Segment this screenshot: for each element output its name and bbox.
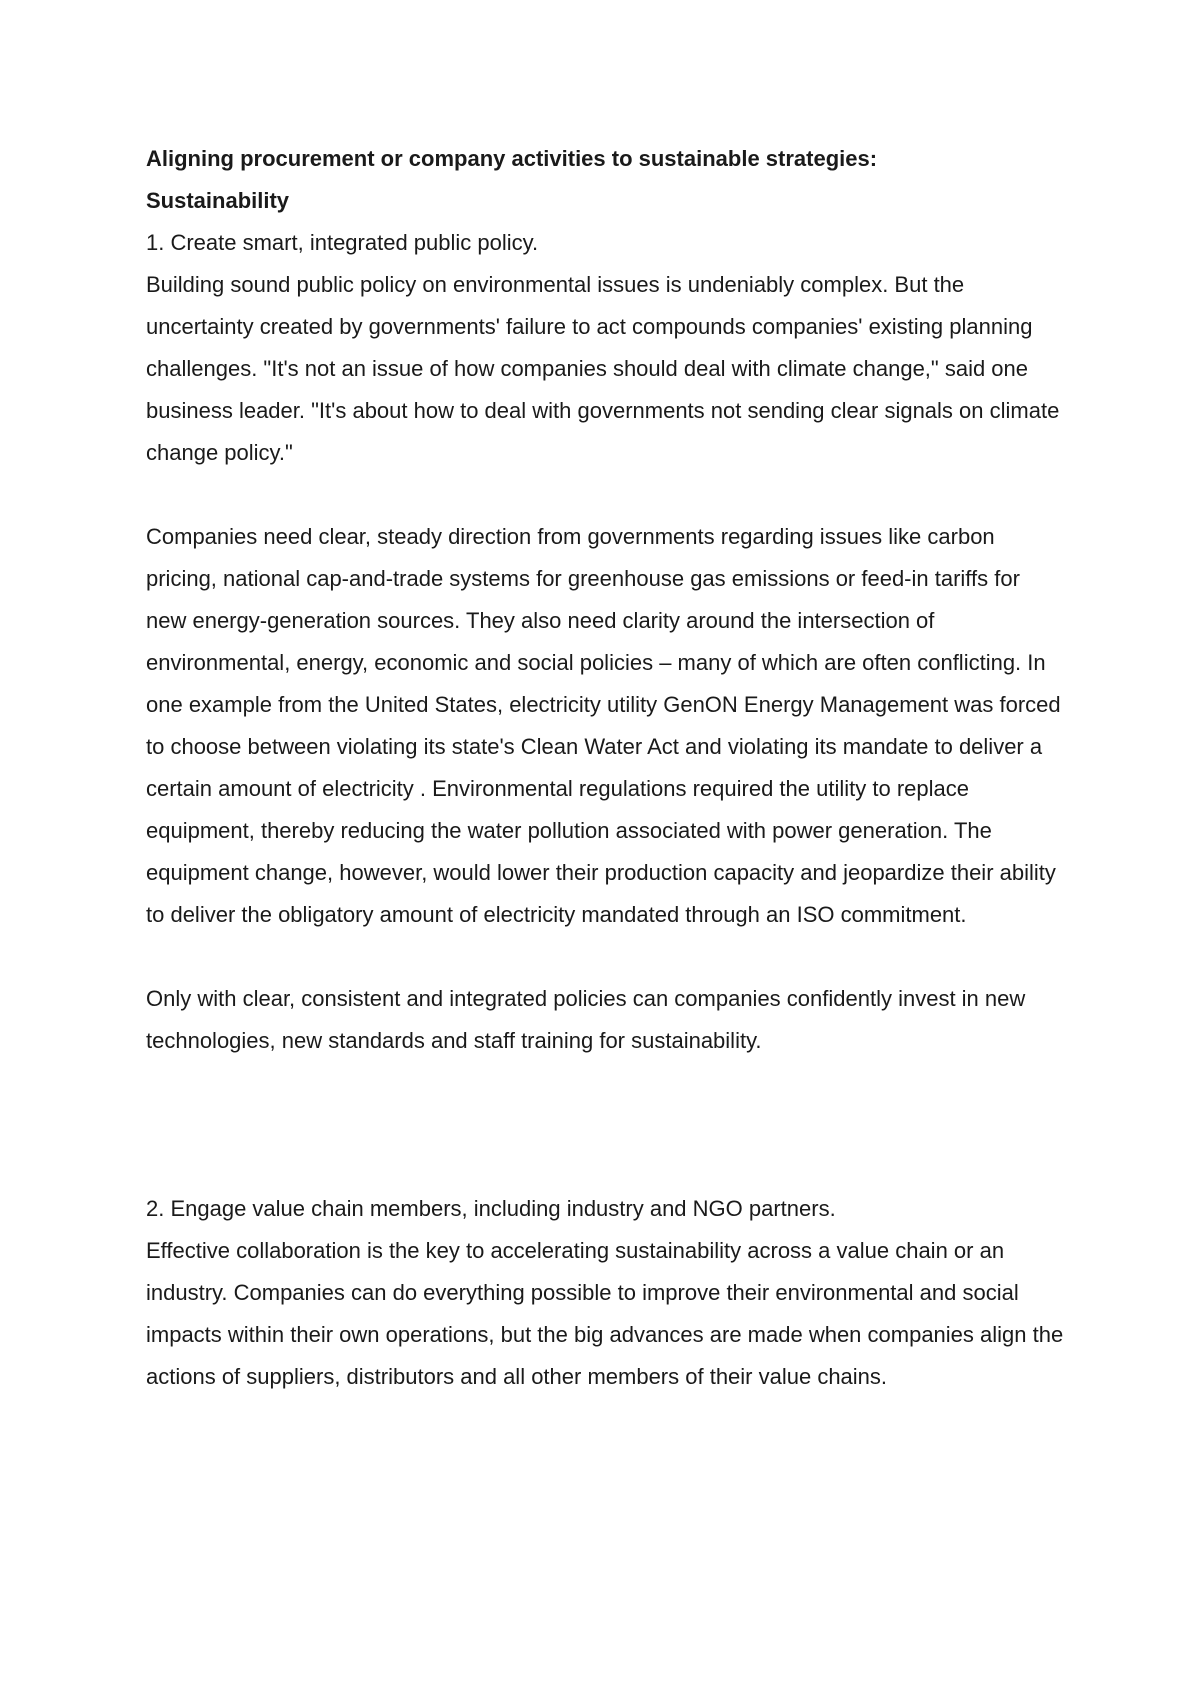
section-2-heading: 2. Engage value chain members, including industry and NGO partners.	[146, 1196, 836, 1221]
section-1-paragraph-3: Only with clear, consistent and integrated policies can companies confidently invest in new technologies, new standards and staff training for sustainability.	[146, 986, 1026, 1053]
document-title-line-2: Sustainability	[146, 188, 290, 213]
section-2-paragraph-1: Effective collaboration is the key to accelerating sustainability across a value chain or an industry. Companies can do everything possible to improve their environmental and social impacts within their own operations, but the big advances are made when companies align the actions of suppliers, distributors and all other members of their value chains.	[146, 1238, 1064, 1389]
section-1-paragraph-1: Building sound public policy on environmental issues is undeniably complex. But the uncertainty created by governments' failure to act compounds companies' existing planning challenges. "It's not an issue of how companies should deal with climate change," said one business leader. "It's about how to deal with governments not sending clear signals on climate change policy."	[146, 272, 1060, 465]
paragraph-spacer	[146, 936, 1066, 978]
section-1-heading: 1. Create smart, integrated public policy.	[146, 230, 539, 255]
document-title-line-1: Aligning procurement or company activities to sustainable strategies:	[146, 146, 878, 171]
section-1-paragraph-2: Companies need clear, steady direction from governments regarding issues like carbon pricing, national cap-and-trade systems for greenhouse gas emissions or feed-in tariffs for new energy-generation sources. They also need clarity around the intersection of environmental, energy, economic and social policies – many of which are often conflicting. In one example from the United States, electricity utility GenON Energy Management was forced to choose between violating its state's Clean Water Act and violating its mandate to deliver a certain amount of electricity . Environmental regulations required the utility to replace equipment, thereby reducing the water pollution associated with power generation. The equipment change, however, would lower their production capacity and jeopardize their ability to deliver the obligatory amount of electricity mandated through an ISO commitment.	[146, 524, 1061, 927]
section-spacer	[146, 1062, 1066, 1188]
paragraph-spacer	[146, 474, 1066, 516]
document-body	[146, 138, 1066, 1398]
